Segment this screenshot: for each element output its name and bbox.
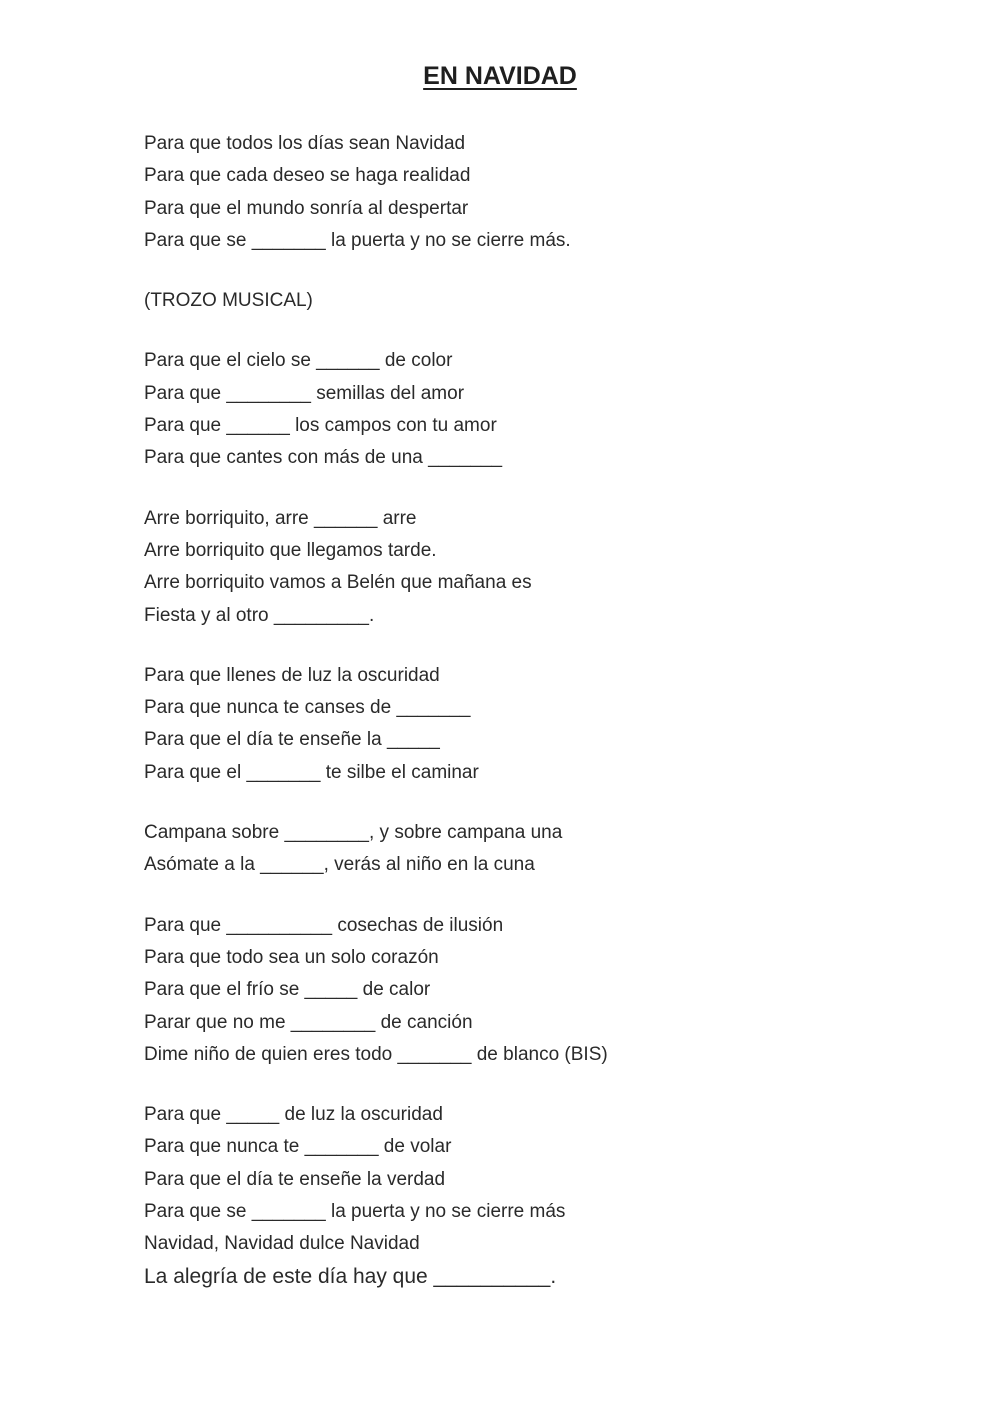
stanza-2 [144, 285, 904, 317]
lyric-line: Para que _____ de luz la oscuridad [144, 1104, 443, 1126]
lyric-line: Parar que no me ________ de canción [144, 1011, 473, 1033]
lyric-line: Para que todo sea un solo corazón [144, 946, 439, 968]
lyric-line: Para que ______ los campos con tu amor [144, 415, 497, 437]
lyric-line: Navidad, Navidad dulce Navidad [144, 1233, 420, 1255]
lyric-line: Para que cada deseo se haga realidad [144, 165, 471, 187]
stanza-5 [144, 660, 904, 789]
lyric-line: La alegría de este día hay que __________. [144, 1264, 557, 1288]
stanza-3 [144, 345, 904, 474]
lyric-line: Para que todos los días sean Navidad [144, 133, 466, 154]
lyric-line: Para que el _______ te silbe el caminar [144, 761, 479, 783]
lyric-line: Arre borriquito que llegamos tarde. [144, 539, 437, 561]
lyric-line: Para que el mundo sonría al despertar [144, 197, 469, 219]
stanza-6 [144, 817, 904, 882]
stanza-4 [144, 503, 904, 632]
lyric-line: Para que se _______ la puerta y no se cierre más. [144, 229, 571, 251]
lyric-line: Para que el día te enseñe la verdad [144, 1168, 446, 1190]
stanza-8 [144, 1099, 904, 1293]
lyric-line: Para que nunca te canses de _______ [144, 697, 471, 719]
lyric-line: (TROZO MUSICAL) [144, 290, 313, 312]
lyric-line: Asómate a la ______, verás al niño en la cuna [144, 854, 535, 876]
lyric-line: Para que llenes de luz la oscuridad [144, 664, 440, 686]
lyric-line: Arre borriquito, arre ______ arre [144, 507, 417, 529]
lyric-line: Fiesta y al otro _________. [144, 604, 375, 626]
lyric-line: Para que el cielo se ______ de color [144, 350, 453, 372]
lyric-line: Arre borriquito vamos a Belén que mañana es [144, 572, 532, 594]
lyric-line: Para que cantes con más de una _______ [144, 447, 503, 469]
lyric-line: Para que se _______ la puerta y no se cierre más [144, 1201, 566, 1223]
stanza-7 [144, 910, 904, 1071]
lyric-line: Para que el día te enseñe la _____ [144, 729, 440, 751]
lyric-line: Dime niño de quien eres todo _______ de blanco (BIS) [144, 1043, 608, 1065]
stanza-1 [144, 128, 904, 257]
lyrics-body [144, 128, 904, 1321]
page-title: EN NAVIDAD [423, 62, 577, 90]
lyric-line: Para que el frío se _____ de calor [144, 979, 431, 1001]
lyric-line: Para que ________ semillas del amor [144, 382, 465, 404]
lyric-line: Para que __________ cosechas de ilusión [144, 914, 504, 936]
lyric-line: Campana sobre ________, y sobre campana una [144, 822, 563, 844]
lyric-line: Para que nunca te _______ de volar [144, 1136, 452, 1158]
